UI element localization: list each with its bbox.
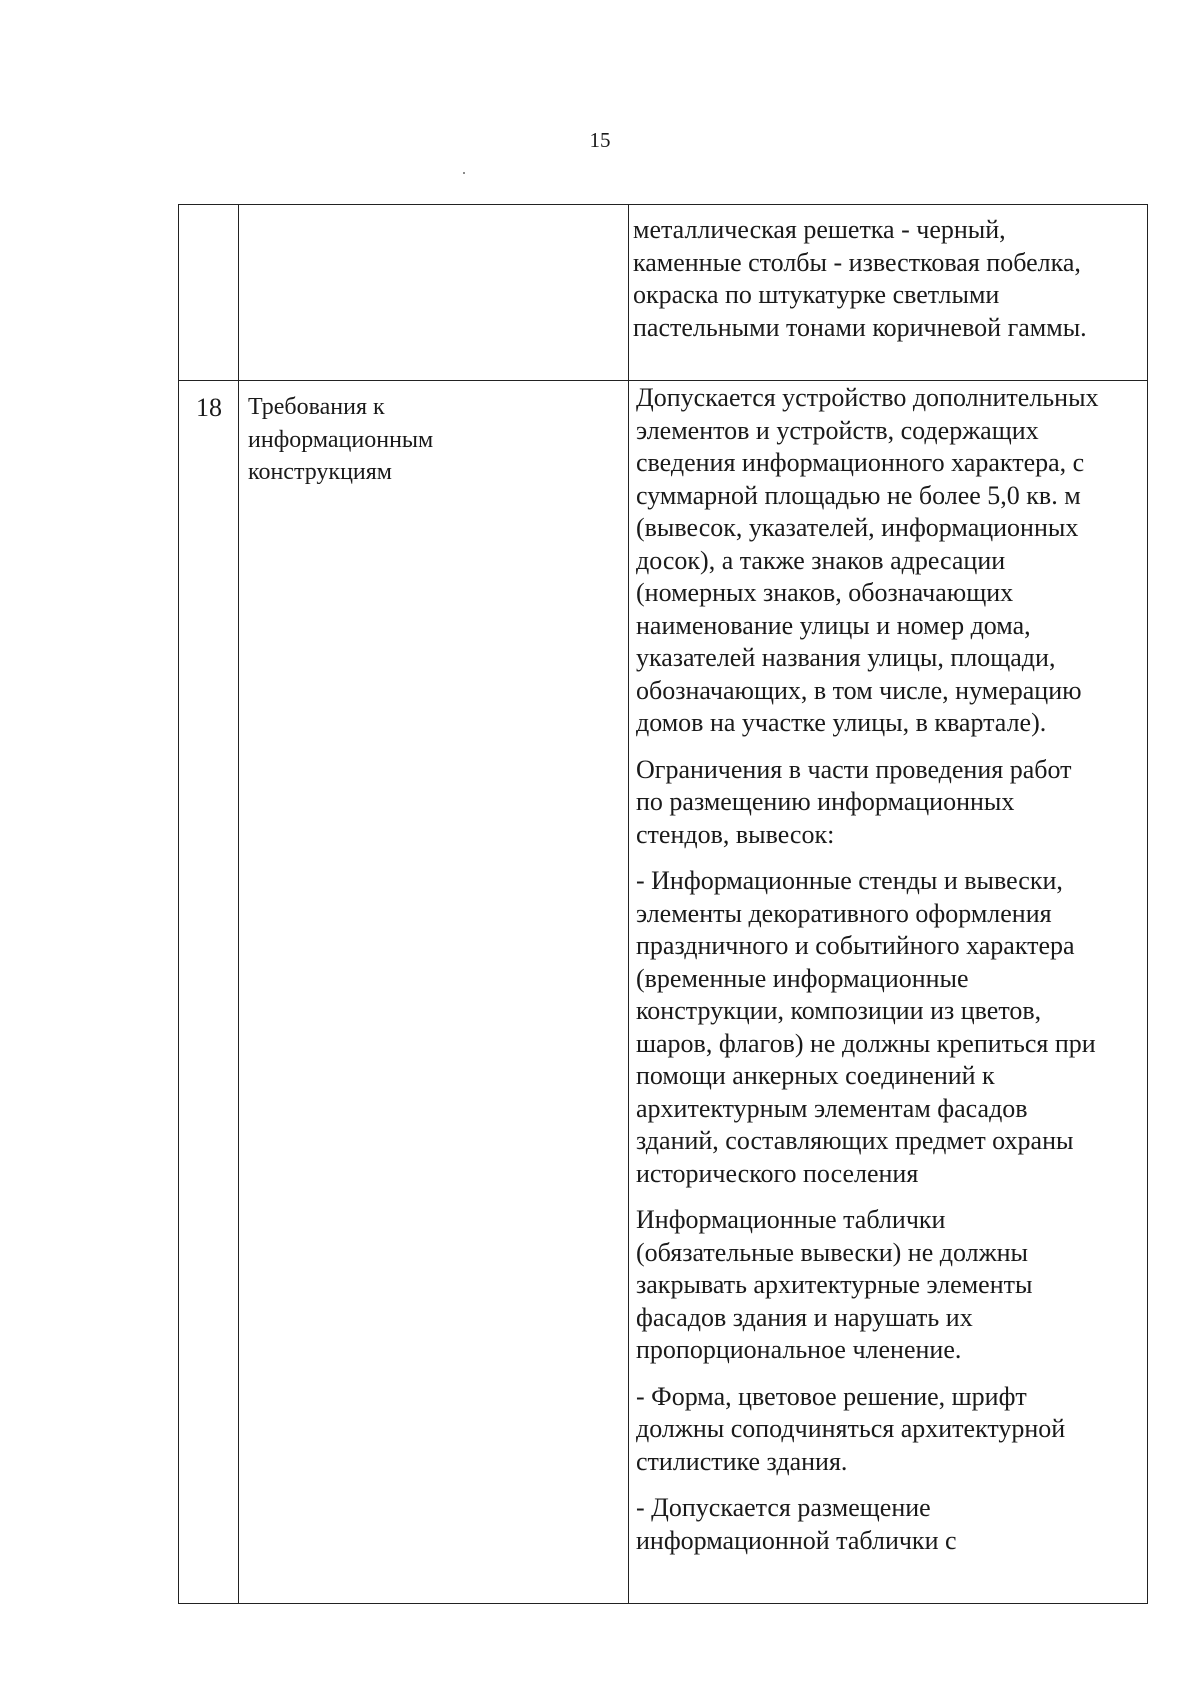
column-divider-subject <box>628 204 629 1604</box>
paragraph: - Допускается размещение информационной таблички с <box>636 1493 957 1555</box>
paragraph: - Форма, цветовое решение, шрифт должны соподчиняться архитектурной стилистике здания. <box>636 1381 1066 1476</box>
row-divider <box>178 380 1148 381</box>
page-number: 15 <box>589 128 611 152</box>
paragraph: Информационные таблички (обязательные вывески) не должны закрывать архитектурные элементы фасадов здания и нарушать их пропорциональное членение. <box>636 1205 1033 1364</box>
paragraph: металлическая решетка - черный, каменные столбы - известковая побелка, окраска по штукатурке светлыми пастельными тонами коричневой гаммы. <box>633 215 1087 342</box>
scan-artifact <box>463 172 465 174</box>
paragraph: Ограничения в части проведения работ по размещению информационных стендов, вывесок: <box>636 754 1072 849</box>
row-number: 18 <box>196 393 222 422</box>
row-subject: Требования к информационным конструкциям <box>248 394 434 485</box>
paragraph: Допускается устройство дополнительных элементов и устройств, содержащих сведения информационного характера, с суммарной площадью не более 5,0 кв. м (вывесок, указателей, информационных досок), а также знаков адресации (номерных знаков, обозначающих наименование улицы и номер дома, указателей названия улицы, площади, обозначающих, в том числе, нумерацию домов на участке улицы, в квартале). <box>636 383 1099 737</box>
table-row-continuation-content <box>633 214 1143 344</box>
row-content <box>636 382 1146 1557</box>
column-divider-num <box>238 204 239 1604</box>
paragraph: - Информационные стенды и вывески, элементы декоративного оформления праздничного и событийного характера (временные информационные конструкции, композиции из цветов, шаров, флагов) не должны крепиться при помощи анкерных соединений к архитектурным элементам фасадов зданий, составляющих предмет охраны исторического поселения <box>636 866 1096 1188</box>
